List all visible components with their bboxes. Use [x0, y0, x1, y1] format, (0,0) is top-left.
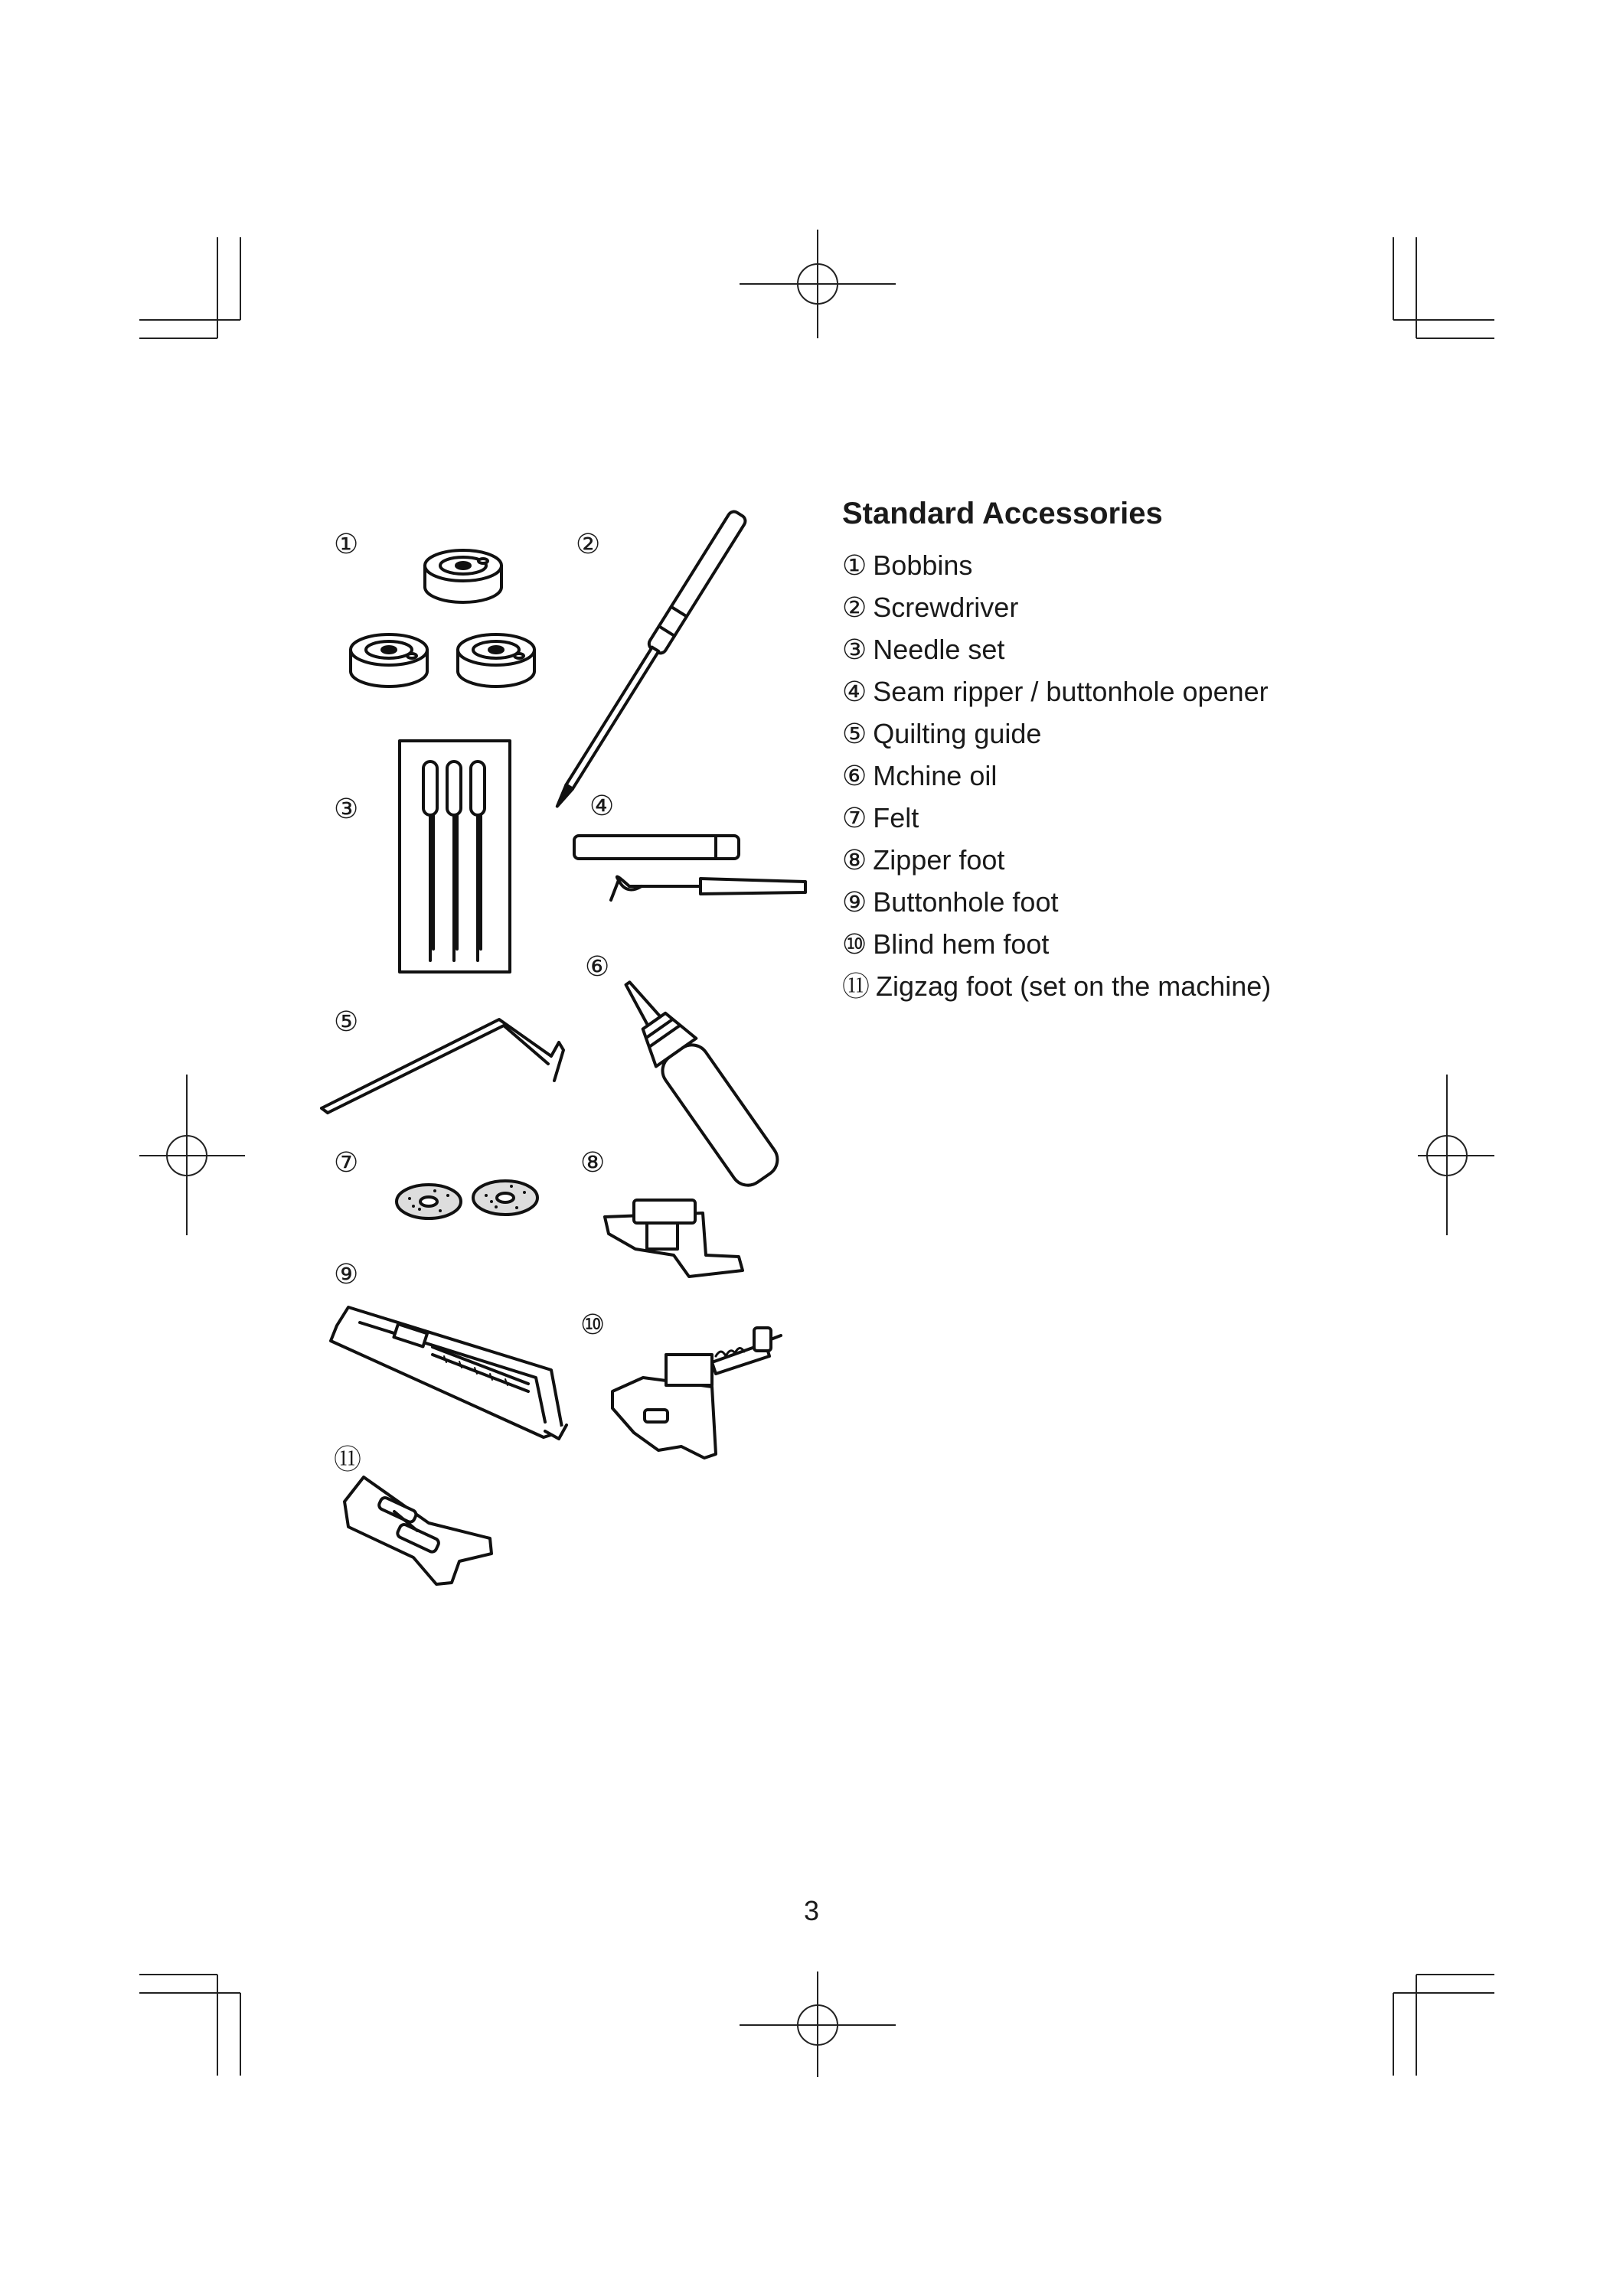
item-number: ④	[842, 677, 867, 708]
item-number: ③	[842, 634, 867, 666]
item-label: Quilting guide	[873, 718, 1042, 749]
needle-set-icon	[400, 741, 510, 972]
item-label: Needle set	[873, 634, 1005, 665]
list-item	[842, 966, 1531, 1008]
callout-3: ③	[334, 794, 359, 825]
callout-7: ⑦	[334, 1147, 359, 1179]
callout-1: ①	[334, 529, 359, 560]
item-number: ⑥	[842, 761, 867, 792]
list-item	[842, 629, 1531, 671]
item-number: ⑩	[842, 929, 867, 960]
item-label: Mchine oil	[873, 760, 998, 791]
callout-9: ⑨	[334, 1259, 359, 1290]
item-number: ②	[842, 592, 867, 624]
list-item	[842, 545, 1531, 587]
item-label: Zigzag foot (set on the machine)	[876, 970, 1272, 1002]
standard-accessories-section	[842, 493, 1531, 1008]
section-title: Standard Accessories	[842, 497, 1163, 530]
item-label: Screwdriver	[873, 592, 1019, 623]
item-label: Seam ripper / buttonhole opener	[873, 676, 1269, 707]
seam-ripper-icon	[574, 836, 805, 900]
machine-oil-icon	[608, 970, 784, 1192]
item-label: Bobbins	[873, 550, 973, 581]
list-item	[842, 713, 1531, 755]
list-item	[842, 840, 1531, 882]
list-item	[842, 924, 1531, 966]
callout-11: ⑪	[334, 1444, 362, 1476]
list-item	[842, 797, 1531, 840]
list-item	[842, 587, 1531, 629]
page-number: 3	[803, 1895, 820, 1926]
felt-icon	[397, 1181, 537, 1218]
item-number: ⑨	[842, 887, 867, 918]
item-number: ⑤	[842, 719, 867, 750]
callout-8: ⑧	[580, 1147, 606, 1179]
item-number: ①	[842, 550, 867, 582]
blind-hem-foot-icon	[612, 1328, 781, 1458]
list-item	[842, 755, 1531, 797]
callout-6: ⑥	[585, 951, 610, 983]
item-label: Felt	[873, 802, 919, 833]
buttonhole-foot-icon	[331, 1307, 567, 1439]
callout-10: ⑩	[580, 1309, 606, 1341]
list-item	[842, 882, 1531, 924]
item-number: ⑧	[842, 845, 867, 876]
item-label: Blind hem foot	[873, 928, 1050, 960]
callout-4: ④	[589, 791, 615, 822]
item-label: Zipper foot	[873, 844, 1005, 876]
item-number: ⑦	[842, 803, 867, 834]
zipper-foot-icon	[605, 1200, 743, 1277]
callout-2: ②	[576, 529, 601, 560]
callout-5: ⑤	[334, 1006, 359, 1038]
zigzag-foot-icon	[345, 1477, 491, 1584]
bobbins-icon	[351, 550, 534, 687]
accessories-list	[842, 545, 1531, 1008]
item-number: ⑪	[842, 971, 870, 1003]
list-item	[842, 671, 1531, 713]
item-label: Buttonhole foot	[873, 886, 1059, 918]
